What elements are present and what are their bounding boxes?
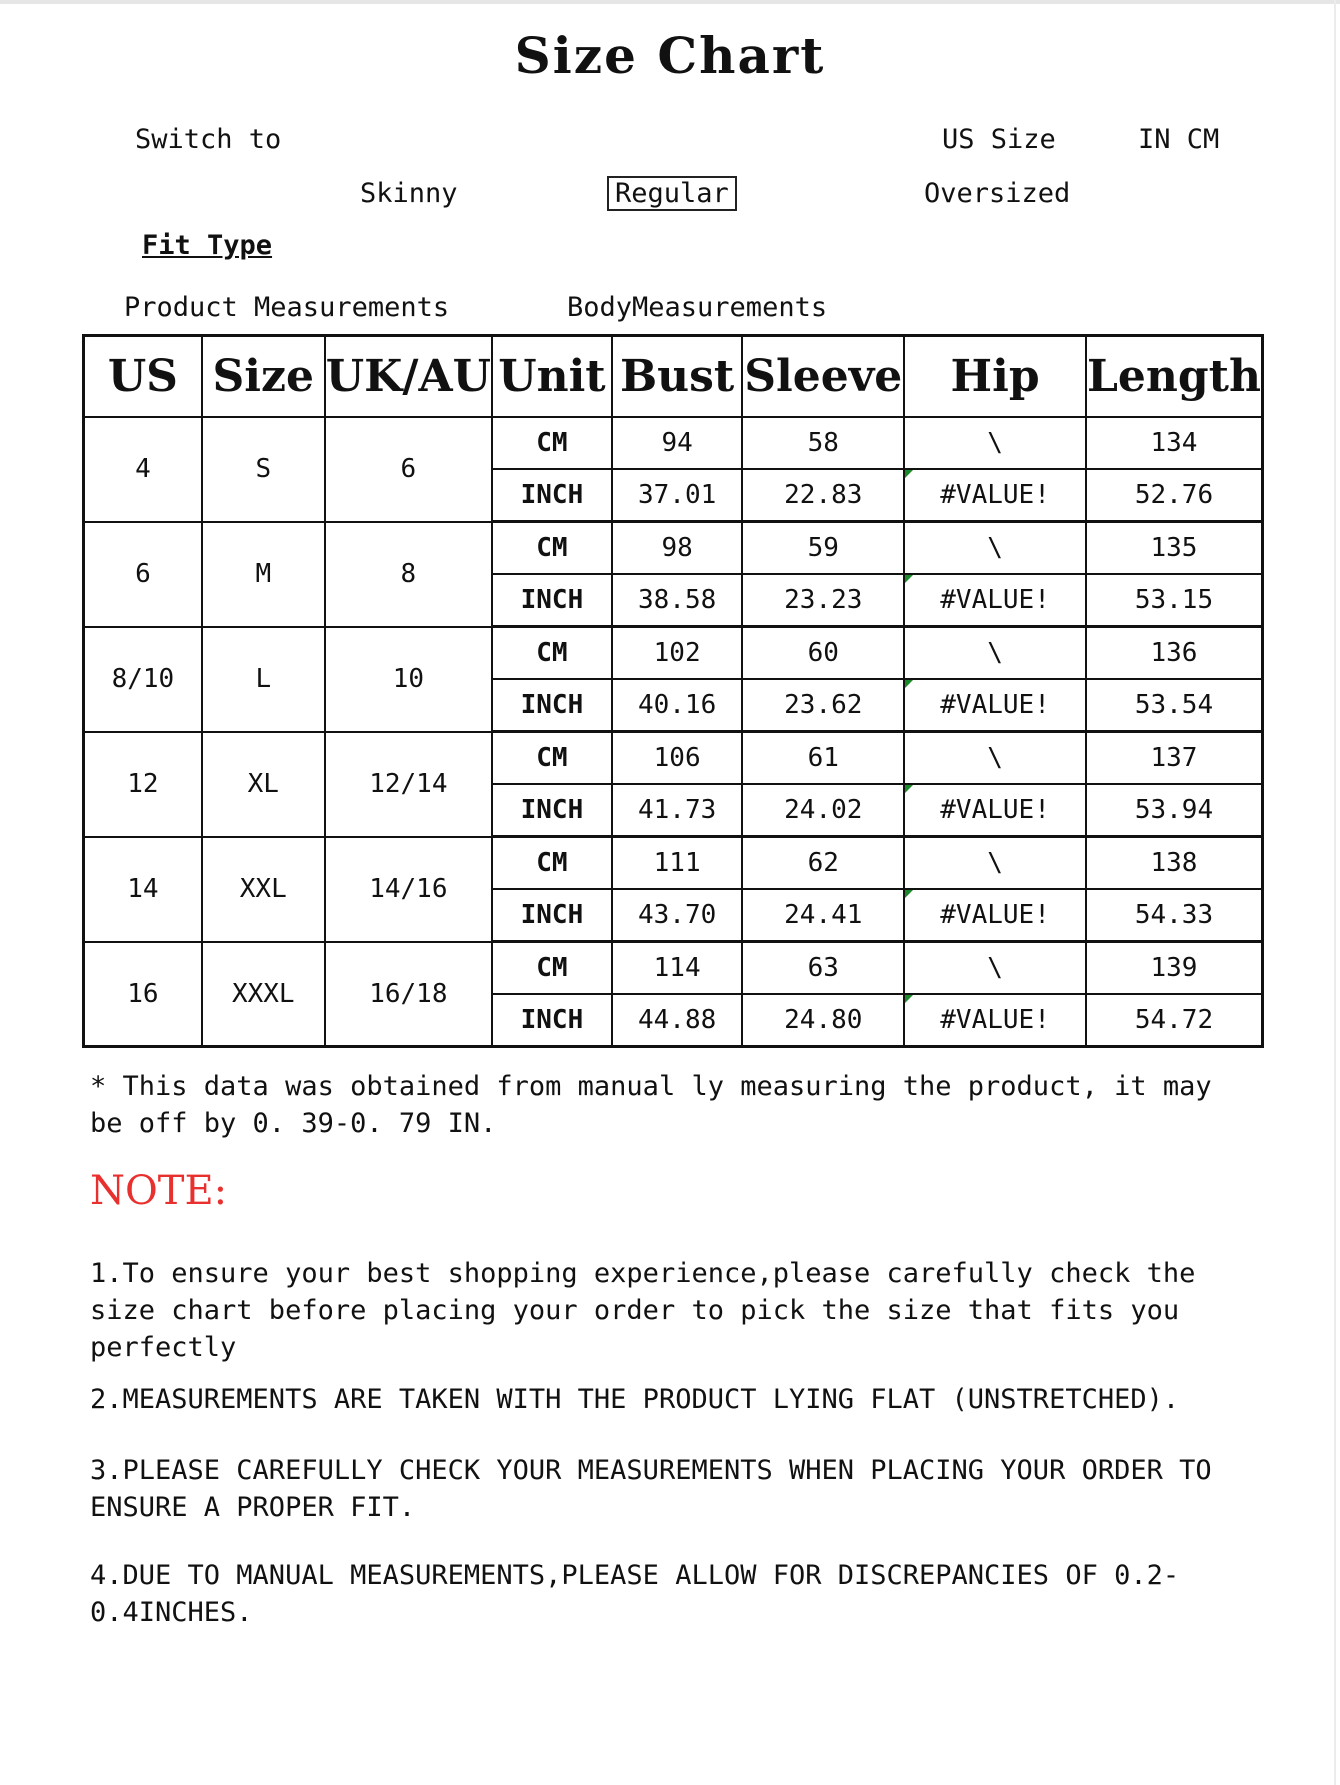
cell-unit: INCH	[492, 889, 612, 942]
col-header-size: Size	[202, 336, 325, 418]
fit-type-link[interactable]: Fit Type	[142, 230, 273, 261]
cell-hip: #VALUE!	[904, 574, 1086, 627]
note-item-4: 4.DUE TO MANUAL MEASUREMENTS,PLEASE ALLOW FOR DISCREPANCIES OF 0.2-0.4INCHES.	[90, 1560, 1180, 1628]
cell-hip: \	[904, 942, 1086, 995]
cell-unit: INCH	[492, 679, 612, 732]
cell-bust: 44.88	[612, 994, 743, 1047]
cell-length: 135	[1086, 522, 1263, 575]
cell-us: 16	[84, 942, 202, 1047]
size-chart-table	[82, 334, 1264, 1048]
cell-unit: CM	[492, 732, 612, 785]
col-header-length: Length	[1086, 336, 1263, 418]
cell-sleeve: 61	[742, 732, 904, 785]
tab-product-measurements[interactable]: Product Measurements	[124, 292, 450, 323]
cell-bust: 43.70	[612, 889, 743, 942]
cell-sleeve: 59	[742, 522, 904, 575]
col-header-us: US	[84, 336, 202, 418]
cell-length: 52.76	[1086, 469, 1263, 522]
cell-bust: 37.01	[612, 469, 743, 522]
cell-ukau: 10	[325, 627, 492, 732]
cell-length: 53.94	[1086, 784, 1263, 837]
cell-unit: INCH	[492, 574, 612, 627]
tab-body-measurements[interactable]: BodyMeasurements	[567, 292, 828, 323]
col-header-ukau: UK/AU	[325, 336, 492, 418]
cell-length: 53.54	[1086, 679, 1263, 732]
cell-hip: \	[904, 522, 1086, 575]
table-row	[84, 522, 1263, 575]
cell-unit: INCH	[492, 469, 612, 522]
cell-hip: \	[904, 732, 1086, 785]
cell-unit: CM	[492, 837, 612, 890]
cell-hip: \	[904, 627, 1086, 680]
cell-bust: 38.58	[612, 574, 743, 627]
cell-us: 4	[84, 417, 202, 522]
cell-ukau: 8	[325, 522, 492, 627]
disclaimer-text: * This data was obtained from manual ly measuring the product, it may be off by 0. 39-0. 79 IN.	[90, 1071, 1212, 1139]
note-heading: NOTE:	[90, 1168, 228, 1214]
cell-hip: #VALUE!	[904, 784, 1086, 837]
cell-length: 138	[1086, 837, 1263, 890]
col-header-sleeve: Sleeve	[742, 336, 904, 418]
cell-bust: 106	[612, 732, 743, 785]
cell-sleeve: 58	[742, 417, 904, 469]
cell-us: 12	[84, 732, 202, 837]
table-row	[84, 627, 1263, 680]
cell-sleeve: 24.41	[742, 889, 904, 942]
cell-length: 137	[1086, 732, 1263, 785]
cell-bust: 40.16	[612, 679, 743, 732]
cell-sleeve: 24.02	[742, 784, 904, 837]
cell-sleeve: 60	[742, 627, 904, 680]
cell-size: XXXL	[202, 942, 325, 1047]
cell-sleeve: 63	[742, 942, 904, 995]
cell-ukau: 14/16	[325, 837, 492, 942]
cell-ukau: 6	[325, 417, 492, 522]
cell-size: M	[202, 522, 325, 627]
cell-unit: CM	[492, 627, 612, 680]
cell-size: XXL	[202, 837, 325, 942]
cell-us: 6	[84, 522, 202, 627]
table-body	[84, 417, 1263, 1047]
cell-unit: CM	[492, 522, 612, 575]
table-row	[84, 732, 1263, 785]
cell-hip: #VALUE!	[904, 469, 1086, 522]
cell-unit: INCH	[492, 994, 612, 1047]
cell-hip: \	[904, 417, 1086, 469]
cell-bust: 111	[612, 837, 743, 890]
cell-length: 136	[1086, 627, 1263, 680]
fit-option-skinny[interactable]: Skinny	[360, 178, 458, 209]
col-header-unit: Unit	[492, 336, 612, 418]
fit-option-regular[interactable]: Regular	[607, 176, 737, 211]
cell-bust: 94	[612, 417, 743, 469]
cell-ukau: 12/14	[325, 732, 492, 837]
cell-size: S	[202, 417, 325, 522]
right-border-line	[1334, 0, 1336, 1785]
cell-length: 54.72	[1086, 994, 1263, 1047]
cell-hip: #VALUE!	[904, 889, 1086, 942]
note-item-2: 2.MEASUREMENTS ARE TAKEN WITH THE PRODUCT LYING FLAT (UNSTRETCHED).	[90, 1384, 1180, 1415]
cell-bust: 102	[612, 627, 743, 680]
cell-sleeve: 23.62	[742, 679, 904, 732]
unit-toggle[interactable]: IN CM	[1138, 124, 1220, 155]
cell-length: 139	[1086, 942, 1263, 995]
cell-unit: INCH	[492, 784, 612, 837]
cell-us: 8/10	[84, 627, 202, 732]
us-size-selector[interactable]: US Size	[942, 124, 1056, 155]
cell-bust: 41.73	[612, 784, 743, 837]
cell-size: XL	[202, 732, 325, 837]
top-border-line	[0, 0, 1340, 4]
cell-sleeve: 24.80	[742, 994, 904, 1047]
col-header-hip: Hip	[904, 336, 1086, 418]
cell-bust: 114	[612, 942, 743, 995]
cell-length: 53.15	[1086, 574, 1263, 627]
table-row	[84, 942, 1263, 995]
table-row	[84, 417, 1263, 469]
fit-option-oversized[interactable]: Oversized	[924, 178, 1071, 209]
cell-bust: 98	[612, 522, 743, 575]
switch-to-label: Switch to	[135, 124, 282, 155]
col-header-bust: Bust	[612, 336, 743, 418]
cell-length: 54.33	[1086, 889, 1263, 942]
cell-hip: #VALUE!	[904, 994, 1086, 1047]
cell-sleeve: 62	[742, 837, 904, 890]
cell-sleeve: 22.83	[742, 469, 904, 522]
table-row	[84, 837, 1263, 890]
note-item-3: 3.PLEASE CAREFULLY CHECK YOUR MEASUREMENTS WHEN PLACING YOUR ORDER TO ENSURE A PROPER FIT.	[90, 1455, 1212, 1523]
cell-us: 14	[84, 837, 202, 942]
note-item-1: 1.To ensure your best shopping experience,please carefully check the size chart before placing your order to pick the size that fits you perfectly	[90, 1258, 1196, 1363]
cell-hip: \	[904, 837, 1086, 890]
cell-unit: CM	[492, 417, 612, 469]
cell-hip: #VALUE!	[904, 679, 1086, 732]
table-header-row	[84, 336, 1263, 418]
cell-unit: CM	[492, 942, 612, 995]
cell-sleeve: 23.23	[742, 574, 904, 627]
page-title: Size Chart	[514, 26, 826, 85]
cell-size: L	[202, 627, 325, 732]
cell-length: 134	[1086, 417, 1263, 469]
cell-ukau: 16/18	[325, 942, 492, 1047]
